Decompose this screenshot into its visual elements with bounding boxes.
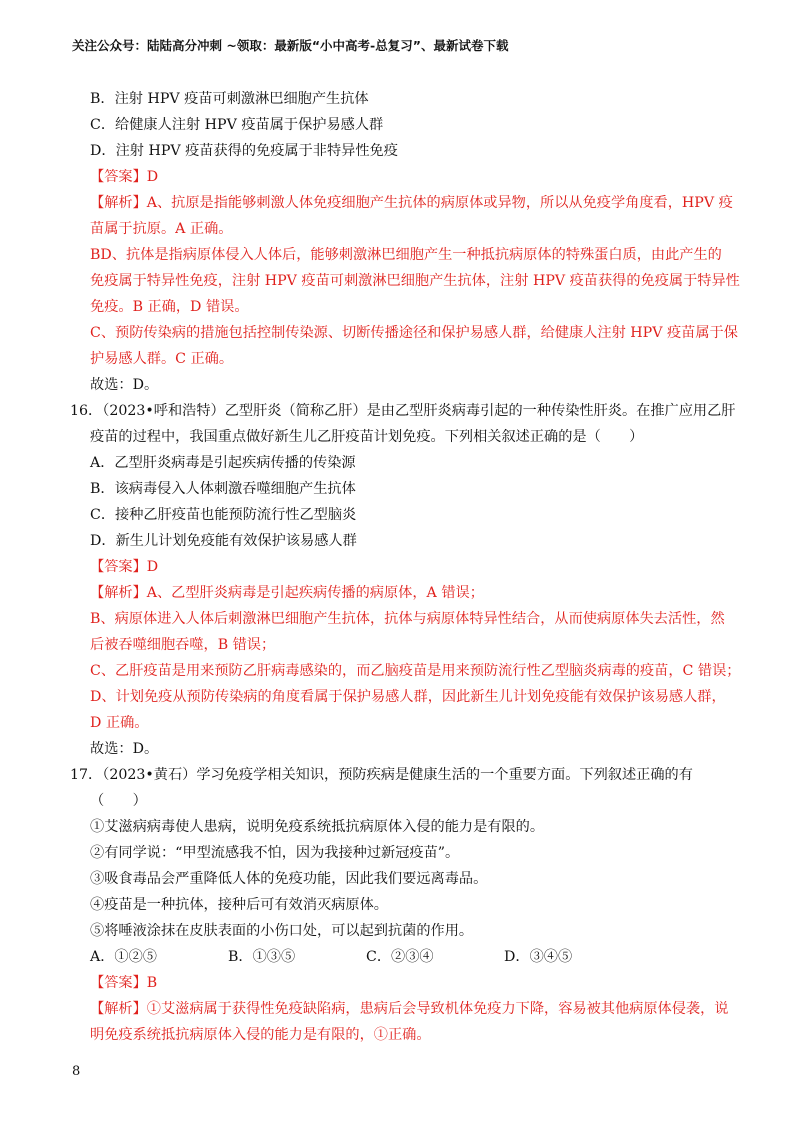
q16-stem-line: 16．（2023•呼和浩特）乙型肝炎（简称乙肝）是由乙型肝炎病毒引起的一种传染性肝炎。在推广应用乙肝 — [70, 403, 736, 419]
q17-analysis-line: 【解析】①艾滋病属于获得性免疫缺陷病，患病后会导致机体免疫力下降，容易被其他病原体侵袭，说 — [90, 1001, 729, 1017]
q17-choice-a: A．①②⑤ — [90, 949, 157, 965]
q16-option-c: C．接种乙肝疫苗也能预防流行性乙型脑炎 — [90, 507, 357, 523]
q16-answer: 【答案】D — [90, 559, 159, 575]
q15-analysis-line: 免疫属于特异性免疫，注射 HPV 疫苗可刺激淋巴细胞产生抗体，注射 HPV 疫苗获得的免疫属于特异性 — [90, 273, 740, 289]
page-header: 关注公众号：陆陆高分冲刺 ~领取：最新版“小中高考-总复习”、最新试卷下载 — [72, 38, 509, 53]
q16-analysis-line: 【解析】A、乙型肝炎病毒是引起疾病传播的病原体，A 错误； — [90, 585, 484, 601]
q17-choice-c: C．②③④ — [366, 949, 434, 965]
q16-analysis-line: B、病原体进入人体后刺激淋巴细胞产生抗体，抗体与病原体特异性结合，从而使病原体失去活性，然 — [90, 611, 725, 627]
q16-analysis-line: D、计划免疫从预防传染病的角度看属于保护易感人群，因此新生儿计划免疫能有效保护该易感人群， — [90, 689, 726, 705]
q16-analysis-line: C、乙肝疫苗是用来预防乙肝病毒感染的，而乙脑疫苗是用来预防流行性乙型脑炎病毒的疫苗，C 错误； — [90, 663, 741, 679]
q15-option-d: D．注射 HPV 疫苗获得的免疫属于非特异性免疫 — [90, 143, 398, 159]
q15-analysis-line: 【解析】A、抗原是指能够刺激人体免疫细胞产生抗体的病原体或异物，所以从免疫学角度看，HPV 疫 — [90, 195, 733, 211]
q15-analysis-line: 护易感人群。C 正确。 — [90, 351, 234, 367]
q15-analysis-line: BD、抗体是指病原体侵入人体后，能够刺激淋巴细胞产生一种抵抗病原体的特殊蛋白质，由此产生的 — [90, 247, 722, 263]
q16-analysis-line: 后被吞噬细胞吞噬，B 错误； — [90, 637, 276, 653]
q17-analysis-line: 明免疫系统抵抗病原体入侵的能力是有限的，①正确。 — [90, 1027, 431, 1043]
q17-statement: ①艾滋病病毒使人患病，说明免疫系统抵抗病原体入侵的能力是有限的。 — [90, 819, 545, 835]
q17-choice-b: B．①③⑤ — [228, 949, 296, 965]
q15-analysis-line: 免疫。B 正确，D 错误。 — [90, 299, 249, 315]
q17-statement: ②有同学说：“甲型流感我不怕，因为我接种过新冠疫苗”。 — [90, 845, 460, 861]
q17-choices — [70, 944, 732, 970]
q15-option-b: B．注射 HPV 疫苗可刺激淋巴细胞产生抗体 — [90, 91, 369, 107]
q15-answer: 【答案】D — [90, 169, 159, 185]
q17-stem-line: 17．（2023•黄石）学习免疫学相关知识，预防疾病是健康生活的一个重要方面。下列叙述正确的有 — [70, 767, 693, 783]
q16-conclusion: 故选：D。 — [90, 741, 159, 757]
q15-analysis-line: C、预防传染病的措施包括控制传染源、切断传播途径和保护易感人群，给健康人注射 HPV 疫苗属于保 — [90, 325, 738, 341]
q17-statement: ⑤将唾液涂抹在皮肤表面的小伤口处，可以起到抗菌的作用。 — [90, 923, 474, 939]
q16-analysis-line: D 正确。 — [90, 715, 149, 731]
q15-option-c: C．给健康人注射 HPV 疫苗属于保护易感人群 — [90, 117, 384, 133]
q17-stem-line: （ ） — [90, 793, 147, 809]
q17-statement: ③吸食毒品会严重降低人体的免疫功能，因此我们要远离毒品。 — [90, 871, 488, 887]
q17-answer: 【答案】B — [90, 975, 158, 991]
page-number: 8 — [72, 1064, 81, 1079]
q15-analysis-line: 苗属于抗原。A 正确。 — [90, 221, 233, 237]
q15-conclusion: 故选：D。 — [90, 377, 159, 393]
q16-stem-line: 疫苗的过程中，我国重点做好新生儿乙肝疫苗计划免疫。下列相关叙述正确的是（ ） — [90, 429, 644, 445]
q17-statement: ④疫苗是一种抗体，接种后可有效消灭病原体。 — [90, 897, 388, 913]
q16-option-d: D．新生儿计划免疫能有效保护该易感人群 — [90, 533, 357, 549]
q17-choice-d: D．③④⑤ — [504, 949, 573, 965]
q16-option-b: B．该病毒侵入人体刺激吞噬细胞产生抗体 — [90, 481, 356, 497]
page-content — [70, 86, 741, 1048]
q16-option-a: A．乙型肝炎病毒是引起疾病传播的传染源 — [90, 455, 356, 471]
